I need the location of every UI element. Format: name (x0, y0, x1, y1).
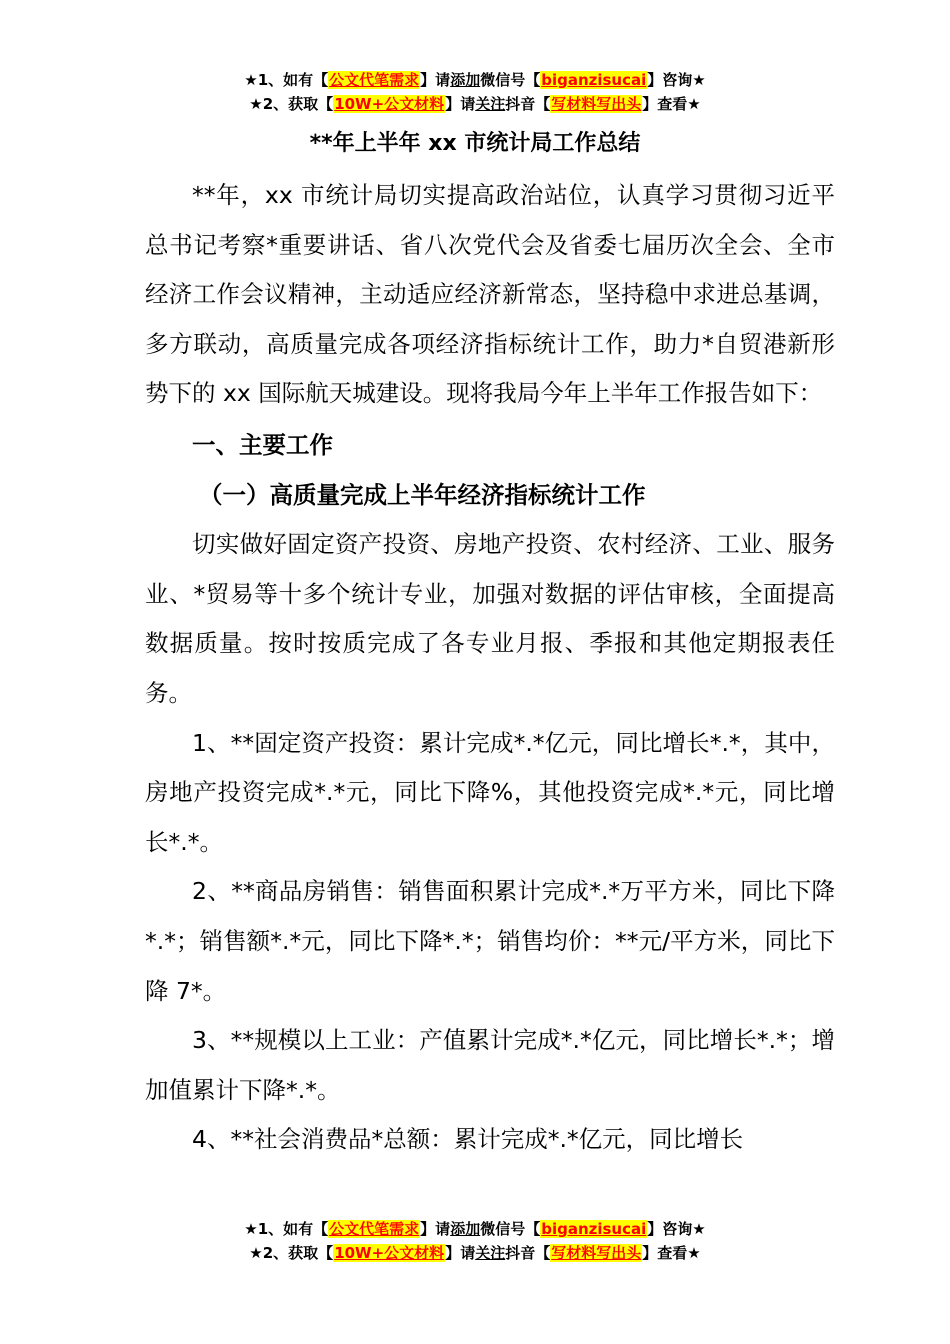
banner-text: 微信号【 (480, 1220, 541, 1238)
banner-highlight: 公文代笔需求 (329, 1220, 420, 1238)
banner-text: 抖音【 (505, 95, 551, 113)
banner-text: ★2、获取【 (249, 95, 334, 113)
banner-underline: 关注 (475, 95, 506, 113)
banner-text: ★1、如有【 (244, 1220, 329, 1238)
banner-line-2 (0, 92, 950, 116)
intro-paragraph: **年，xx 市统计局切实提高政治站位，认真学习贯彻习近平总书记考察*重要讲话、省八次党代会及省委七届历次全会、全市经济工作会议精神，主动适应经济新常态，坚持稳中求进总基调，多方联动，高质量完成各项经济指标统计工作，助力*自贸港新形势下的 xx 国际航天城建设。现将我局今年上半年工作报告如下： (145, 181, 835, 408)
footer-banner (0, 1217, 950, 1265)
banner-highlight: biganzisucai (541, 1220, 647, 1238)
list-item: 2、**商品房销售：销售面积累计完成*.*万平方米，同比下降*.*；销售额*.*元，同比下降*.*；销售均价：**元/平方米，同比下降 7*。 (145, 877, 835, 1005)
list-item: 1、**固定资产投资：累计完成*.*亿元，同比增长*.*，其中，房地产投资完成*.*元，同比下降%，其他投资完成*.*元，同比增长*.*。 (145, 728, 835, 856)
banner-line-1 (0, 1217, 950, 1241)
subsection-heading: （一）高质量完成上半年经济指标统计工作 (199, 480, 646, 509)
banner-highlight: 写材料写出头 (551, 1244, 642, 1262)
banner-text: 微信号【 (480, 71, 541, 89)
banner-underline: 添加 (450, 71, 481, 89)
banner-line-2 (0, 1241, 950, 1265)
document-title: **年上半年 xx 市统计局工作总结 (309, 131, 641, 156)
header-banner (0, 68, 950, 116)
banner-text: 】请 (420, 71, 451, 89)
banner-highlight: 写材料写出头 (551, 95, 642, 113)
list-item: 3、**规模以上工业：产值累计完成*.*亿元，同比增长*.*；增加值累计下降*.*。 (145, 1026, 835, 1104)
document-body (145, 171, 835, 1165)
banner-underline: 添加 (450, 1220, 481, 1238)
banner-highlight: 10W+公文材料 (334, 95, 445, 113)
banner-text: ★2、获取【 (249, 1244, 334, 1262)
banner-text: 】请 (420, 1220, 451, 1238)
banner-text: ★1、如有【 (244, 71, 329, 89)
banner-text: 】请 (445, 95, 476, 113)
banner-text: 】请 (445, 1244, 476, 1262)
banner-highlight: biganzisucai (541, 71, 647, 89)
body-paragraph: 切实做好固定资产投资、房地产投资、农村经济、工业、服务业、*贸易等十多个统计专业，加强对数据的评估审核，全面提高数据质量。按时按质完成了各专业月报、季报和其他定期报表任务。 (145, 530, 835, 707)
banner-text: 】咨询★ (647, 71, 706, 89)
banner-underline: 关注 (475, 1244, 506, 1262)
section-heading: 一、主要工作 (192, 430, 333, 459)
banner-highlight: 公文代笔需求 (329, 71, 420, 89)
banner-text: 抖音【 (505, 1244, 551, 1262)
banner-line-1 (0, 68, 950, 92)
banner-text: 】咨询★ (647, 1220, 706, 1238)
list-item: 4、**社会消费品*总额：累计完成*.*亿元，同比增长 (192, 1125, 744, 1154)
banner-highlight: 10W+公文材料 (334, 1244, 445, 1262)
banner-text: 】查看★ (642, 95, 701, 113)
banner-text: 】查看★ (642, 1244, 701, 1262)
